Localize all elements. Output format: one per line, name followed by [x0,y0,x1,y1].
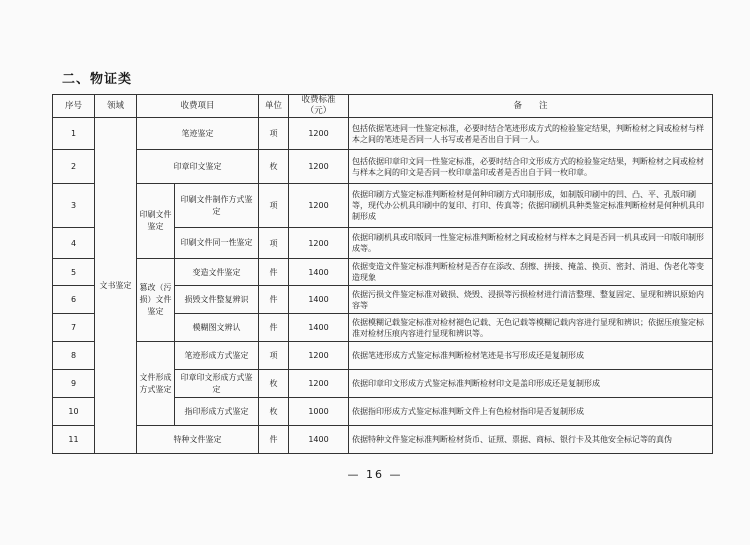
header-unit: 单位 [259,95,289,118]
header-no: 序号 [53,95,95,118]
row-note: 依据印刷机具或印版同一性鉴定标准判断检材之间或检材与样本之间是否同一机具或同一印版印制形成等。 [349,228,713,259]
row-no: 2 [53,150,95,184]
row-item: 指印形成方式鉴定 [175,398,259,426]
row-item: 笔迹形成方式鉴定 [175,342,259,370]
row-item: 笔迹鉴定 [137,118,259,150]
row-no: 6 [53,286,95,314]
domain-cell: 文书鉴定 [95,118,137,454]
row-fee: 1200 [289,228,349,259]
row-unit: 件 [259,286,289,314]
row-unit: 枚 [259,370,289,398]
page-number: — 16 — [347,468,403,481]
table-row [53,150,713,184]
header-note: 备 注 [349,95,713,118]
row-unit: 项 [259,228,289,259]
row-unit: 件 [259,426,289,454]
row-no: 11 [53,426,95,454]
table-header-row [53,95,713,118]
group-form: 文件形成方式鉴定 [137,342,175,426]
row-item: 印刷文件同一性鉴定 [175,228,259,259]
row-unit: 项 [259,184,289,228]
row-unit: 项 [259,118,289,150]
row-note: 依据笔迹形成方式鉴定标准判断检材笔迹是书写形成还是复制形成 [349,342,713,370]
row-item: 特种文件鉴定 [137,426,259,454]
header-item: 收费项目 [137,95,259,118]
table-row [53,118,713,150]
row-fee: 1400 [289,259,349,286]
row-no: 5 [53,259,95,286]
row-fee: 1000 [289,398,349,426]
row-note: 包括依据印章印文同一性鉴定标准，必要时结合印文形成方式的检验鉴定结果，判断检材之间或检材与样本之间的印文是否同一枚印章盖印或者是否出自于同一枚印章。 [349,150,713,184]
row-unit: 件 [259,259,289,286]
row-item: 模糊图文辨认 [175,314,259,342]
row-fee: 1200 [289,184,349,228]
row-note: 依据印刷方式鉴定标准判断检材是何种印刷方式印制形成，如制版印刷中的凹、凸、平、孔版印刷等，现代办公机具印刷中的复印、打印、传真等；依据印刷机具种类鉴定标准判断检材是何种机具印制形成 [349,184,713,228]
row-item: 损毁文件整复辨识 [175,286,259,314]
fee-table [52,94,713,454]
row-no: 8 [53,342,95,370]
row-note: 依据模糊记载鉴定标准对检材褪色记载、无色记载等模糊记载内容进行显现和辨识；依据压痕鉴定标准对检材压痕内容进行显现和辨识等。 [349,314,713,342]
group-alter: 篡改（污损）文件鉴定 [137,259,175,342]
row-note: 依据印章印文形成方式鉴定标准判断检材印文是盖印形成还是复制形成 [349,370,713,398]
row-unit: 项 [259,342,289,370]
table-row [53,259,713,286]
header-fee: 收费标准（元） [289,95,349,118]
row-item: 变造文件鉴定 [175,259,259,286]
row-fee: 1400 [289,314,349,342]
row-note: 包括依据笔迹同一性鉴定标准，必要时结合笔迹形成方式的检验鉴定结果，判断检材之间或检材与样本之间的笔迹是否同一人书写或者是否出自于同一人。 [349,118,713,150]
row-note: 依据变造文件鉴定标准判断检材是否存在添改、刮擦、拼接、掩盖、换页、密封、消退、伪老化等变造现象 [349,259,713,286]
row-no: 9 [53,370,95,398]
row-no: 1 [53,118,95,150]
row-fee: 1200 [289,370,349,398]
header-domain: 领域 [95,95,137,118]
row-no: 10 [53,398,95,426]
row-fee: 1400 [289,286,349,314]
row-unit: 枚 [259,398,289,426]
row-item: 印刷文件制作方式鉴定 [175,184,259,228]
row-no: 3 [53,184,95,228]
row-unit: 枚 [259,150,289,184]
table-row [53,184,713,228]
table-row [53,426,713,454]
row-item: 印章印文形成方式鉴定 [175,370,259,398]
group-print: 印刷文件鉴定 [137,184,175,259]
row-fee: 1400 [289,426,349,454]
row-unit: 件 [259,314,289,342]
row-note: 依据指印形成方式鉴定标准判断文件上有色检材指印是否复制形成 [349,398,713,426]
row-fee: 1200 [289,150,349,184]
row-fee: 1200 [289,118,349,150]
row-item: 印章印文鉴定 [137,150,259,184]
row-no: 4 [53,228,95,259]
row-no: 7 [53,314,95,342]
table-row [53,342,713,370]
row-note: 依据特种文件鉴定标准判断检材货币、证照、票据、商标、银行卡及其他安全标记等的真伪 [349,426,713,454]
row-note: 依据污损文件鉴定标准对破损、烧毁、浸损等污损检材进行清洁整理、整复固定、显现和辨识原始内容等 [349,286,713,314]
section-title: 二、物证类 [62,72,133,87]
row-fee: 1200 [289,342,349,370]
